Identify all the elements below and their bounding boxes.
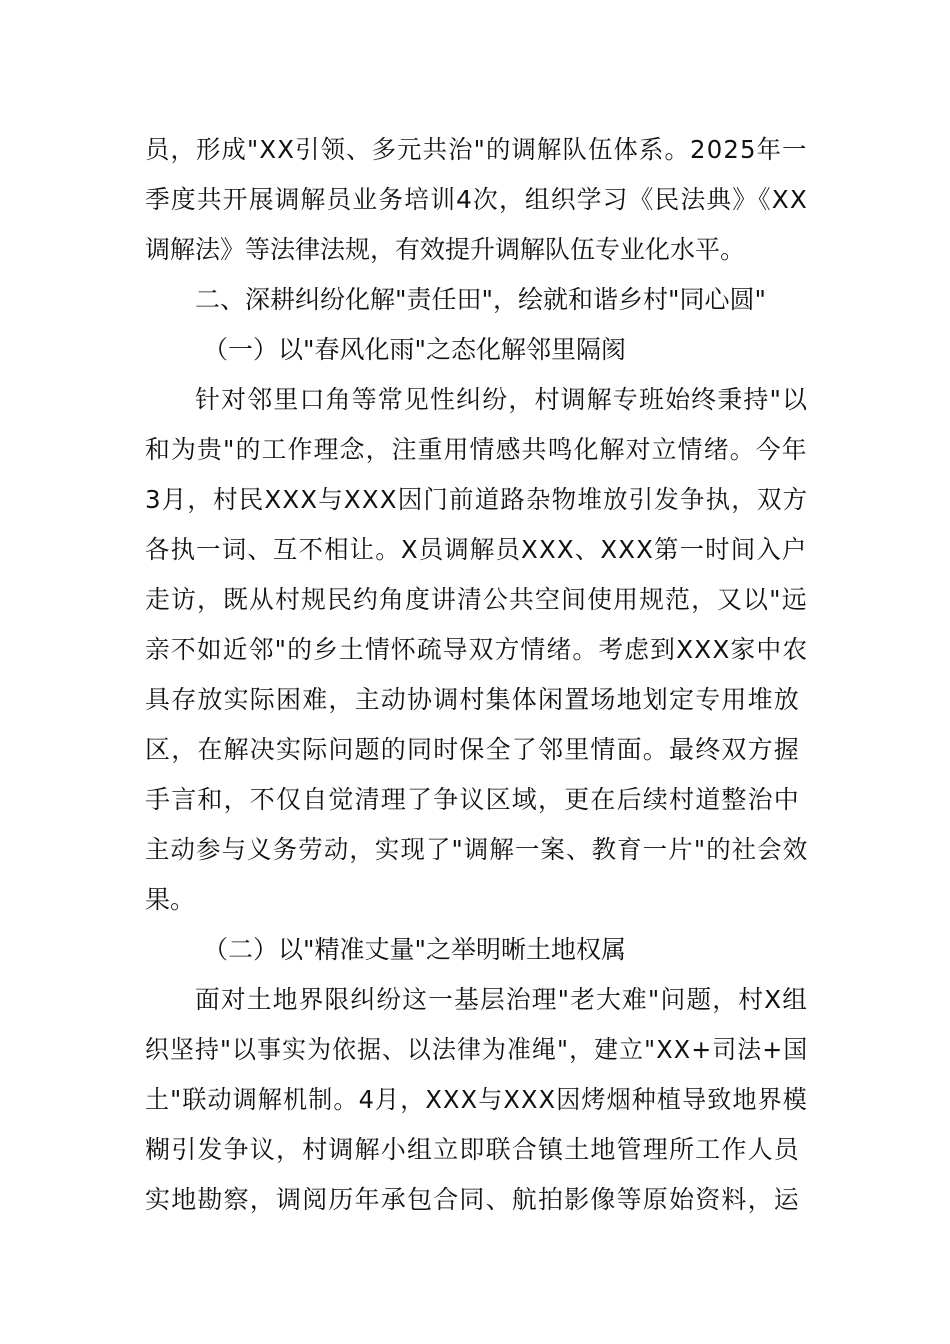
subsection-heading: （一）以"春风化雨"之态化解邻里隔阂	[203, 335, 626, 364]
subsection-heading: （二）以"精准丈量"之举明晰土地权属	[203, 935, 626, 964]
text-line: 织坚持"以事实为依据、以法律为准绳"，建立"XX+司法+国	[145, 1035, 809, 1064]
text-line: 具存放实际困难，主动协调村集体闲置场地划定专用堆放	[145, 685, 801, 714]
text-line: 糊引发争议，村调解小组立即联合镇土地管理所工作人员	[145, 1135, 801, 1164]
text-line: 主动参与义务劳动，实现了"调解一案、教育一片"的社会效	[145, 835, 809, 864]
text-line: 调解法》等法律法规，有效提升调解队伍专业化水平。	[145, 235, 746, 264]
text-line: 区，在解决实际问题的同时保全了邻里情面。最终双方握	[145, 735, 801, 764]
text-line: 走访，既从村规民约角度讲清公共空间使用规范，又以"远	[145, 585, 808, 614]
text-line: 土"联动调解机制。4月，XXX与XXX因烤烟种植导致地界模	[145, 1085, 808, 1114]
text-line: 和为贵"的工作理念，注重用情感共鸣化解对立情绪。今年	[145, 435, 808, 464]
text-line: 各执一词、互不相让。X员调解员XXX、XXX第一时间入户	[145, 535, 808, 564]
text-line: 3月，村民XXX与XXX因门前道路杂物堆放引发争执，双方	[145, 485, 809, 514]
text-line: 季度共开展调解员业务培训4次，组织学习《民法典》《XX	[145, 185, 809, 214]
text-line: 面对土地界限纠纷这一基层治理"老大难"问题，村X组	[195, 985, 809, 1014]
text-line: 员，形成"XX引领、多元共治"的调解队伍体系。2025年一	[145, 135, 808, 164]
section-heading: 二、深耕纠纷化解"责任田"，绘就和谐乡村"同心圆"	[195, 285, 766, 314]
text-line: 果。	[145, 885, 196, 914]
text-line: 针对邻里口角等常见性纠纷，村调解专班始终秉持"以	[195, 385, 809, 414]
text-line: 亲不如近邻"的乡土情怀疏导双方情绪。考虑到XXX家中农	[145, 635, 809, 664]
text-line: 手言和，不仅自觉清理了争议区域，更在后续村道整治中	[145, 785, 801, 814]
text-line: 实地勘察，调阅历年承包合同、航拍影像等原始资料，运	[145, 1185, 801, 1214]
